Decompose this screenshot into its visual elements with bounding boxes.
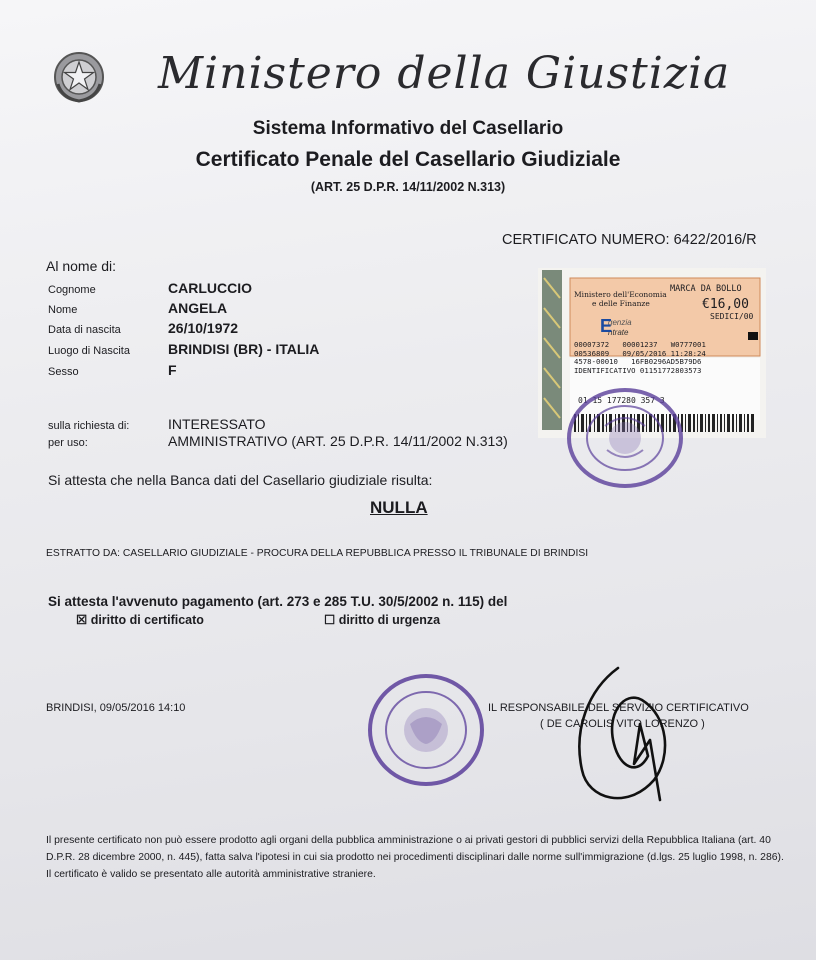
field-label-birthdate: Data di nascita <box>48 324 121 336</box>
attestation-text: Si attesta che nella Banca dati del Casellario giudiziale risulta: <box>48 472 433 488</box>
payment-text: Si attesta l'avvenuto pagamento (art. 273 e 285 T.U. 30/5/2002 n. 115) del <box>48 594 508 609</box>
field-value-surname: CARLUCCIO <box>168 280 252 296</box>
field-value-sex: F <box>168 362 177 378</box>
court-seal-icon <box>565 380 695 490</box>
stamp-code: 01151772803573 <box>639 365 702 375</box>
certificate-title: Certificato Penale del Casellario Giudiziale <box>195 148 621 171</box>
field-value-name: ANGELA <box>168 300 228 316</box>
unchecked-box-icon: ☐ <box>324 613 336 627</box>
use-label: per uso: <box>48 437 88 449</box>
payment-option-certificate-label: diritto di certificato <box>90 613 204 627</box>
field-label-name: Nome <box>48 304 78 316</box>
stamp-type: MARCA DA BOLLO <box>670 284 742 294</box>
stamp-agency-1: genzia <box>608 318 632 327</box>
responsible-title: IL RESPONSABILE DEL SERVIZIO CERTIFICATIVO <box>488 702 749 714</box>
use-value: AMMINISTRATIVO (ART. 25 D.P.R. 14/11/2002 N.313) <box>168 433 508 449</box>
stamp-code: 00007372 <box>574 340 610 349</box>
court-seal-icon <box>366 672 486 788</box>
stamp-issuer-1: Ministero dell'Economia <box>574 290 667 299</box>
stamp-code: 16FB0296AD5B79D6 <box>631 357 702 367</box>
request-label: sulla richiesta di: <box>48 420 130 432</box>
stamp-code: IDENTIFICATIVO <box>574 365 636 375</box>
stamp-agency-2: ntrate <box>608 328 629 337</box>
stamp-issuer-2: e delle Finanze <box>592 299 650 308</box>
signature-icon <box>568 660 678 810</box>
stamp-code: 00001237 <box>622 340 658 349</box>
extract-line: ESTRATTO DA: CASELLARIO GIUDIZIALE - PROCURA DELLA REPUBBLICA PRESSO IL TRIBUNALE DI BRINDISI <box>46 548 589 559</box>
system-title: Sistema Informativo del Casellario <box>252 118 564 139</box>
result-value: NULLA <box>370 498 428 517</box>
certificate-number: CERTIFICATO NUMERO: 6422/2016/R <box>502 232 757 248</box>
italian-emblem-icon <box>52 50 106 104</box>
place-date: BRINDISI, 09/05/2016 14:10 <box>46 702 186 714</box>
field-label-birthplace: Luogo di Nascita <box>48 345 130 357</box>
field-label-surname: Cognome <box>48 284 96 296</box>
stamp-barcode-number: 01 15 177280 357 3 <box>578 396 665 405</box>
ministry-name: Ministero della Giustizia <box>158 48 731 99</box>
responsible-name: ( DE CAROLIS VITO LORENZO ) <box>540 718 705 730</box>
payment-option-urgency-label: diritto di urgenza <box>338 613 441 627</box>
field-value-birthplace: BRINDISI (BR) - ITALIA <box>168 341 320 357</box>
payment-option-urgency <box>324 612 440 627</box>
field-value-birthdate: 26/10/1972 <box>168 320 239 336</box>
request-value: INTERESSATO <box>168 416 266 432</box>
stamp-code: 09/05/2016 11:28:24 <box>622 348 706 358</box>
payment-option-certificate <box>76 612 204 627</box>
law-reference: (ART. 25 D.P.R. 14/11/2002 N.313) <box>310 180 506 194</box>
checked-box-icon: ☒ <box>76 613 88 627</box>
field-label-sex: Sesso <box>48 366 79 378</box>
stamp-code: 4578-00010 <box>574 357 618 367</box>
agency-logo-icon: E <box>600 316 613 336</box>
stamp-amount-words: SEDICI/00 <box>710 312 754 321</box>
stamp-code: W0777001 <box>670 340 706 349</box>
stamp-code: 00536809 <box>574 348 610 358</box>
stamp-codes <box>574 341 706 375</box>
legal-footnote: Il presente certificato non può essere prodotto agli organi della pubblica amministrazione o ai privati gestori di pubblici servizi della Repubblica Italiana (art. 40 D.P.R. 28 dicembre 2000, n. 445), fatta salva l'ipotesi in cui sia prodotto nei procedimenti disciplinari dalle norme sull'immigrazione (d.lgs. 25 luglio 1998, n. 286). Il certificato è valido se presentato alle autorità amministrative straniere. <box>46 835 784 880</box>
stamp-amount: €16,00 <box>702 297 749 312</box>
person-intro: Al nome di: <box>46 258 117 274</box>
